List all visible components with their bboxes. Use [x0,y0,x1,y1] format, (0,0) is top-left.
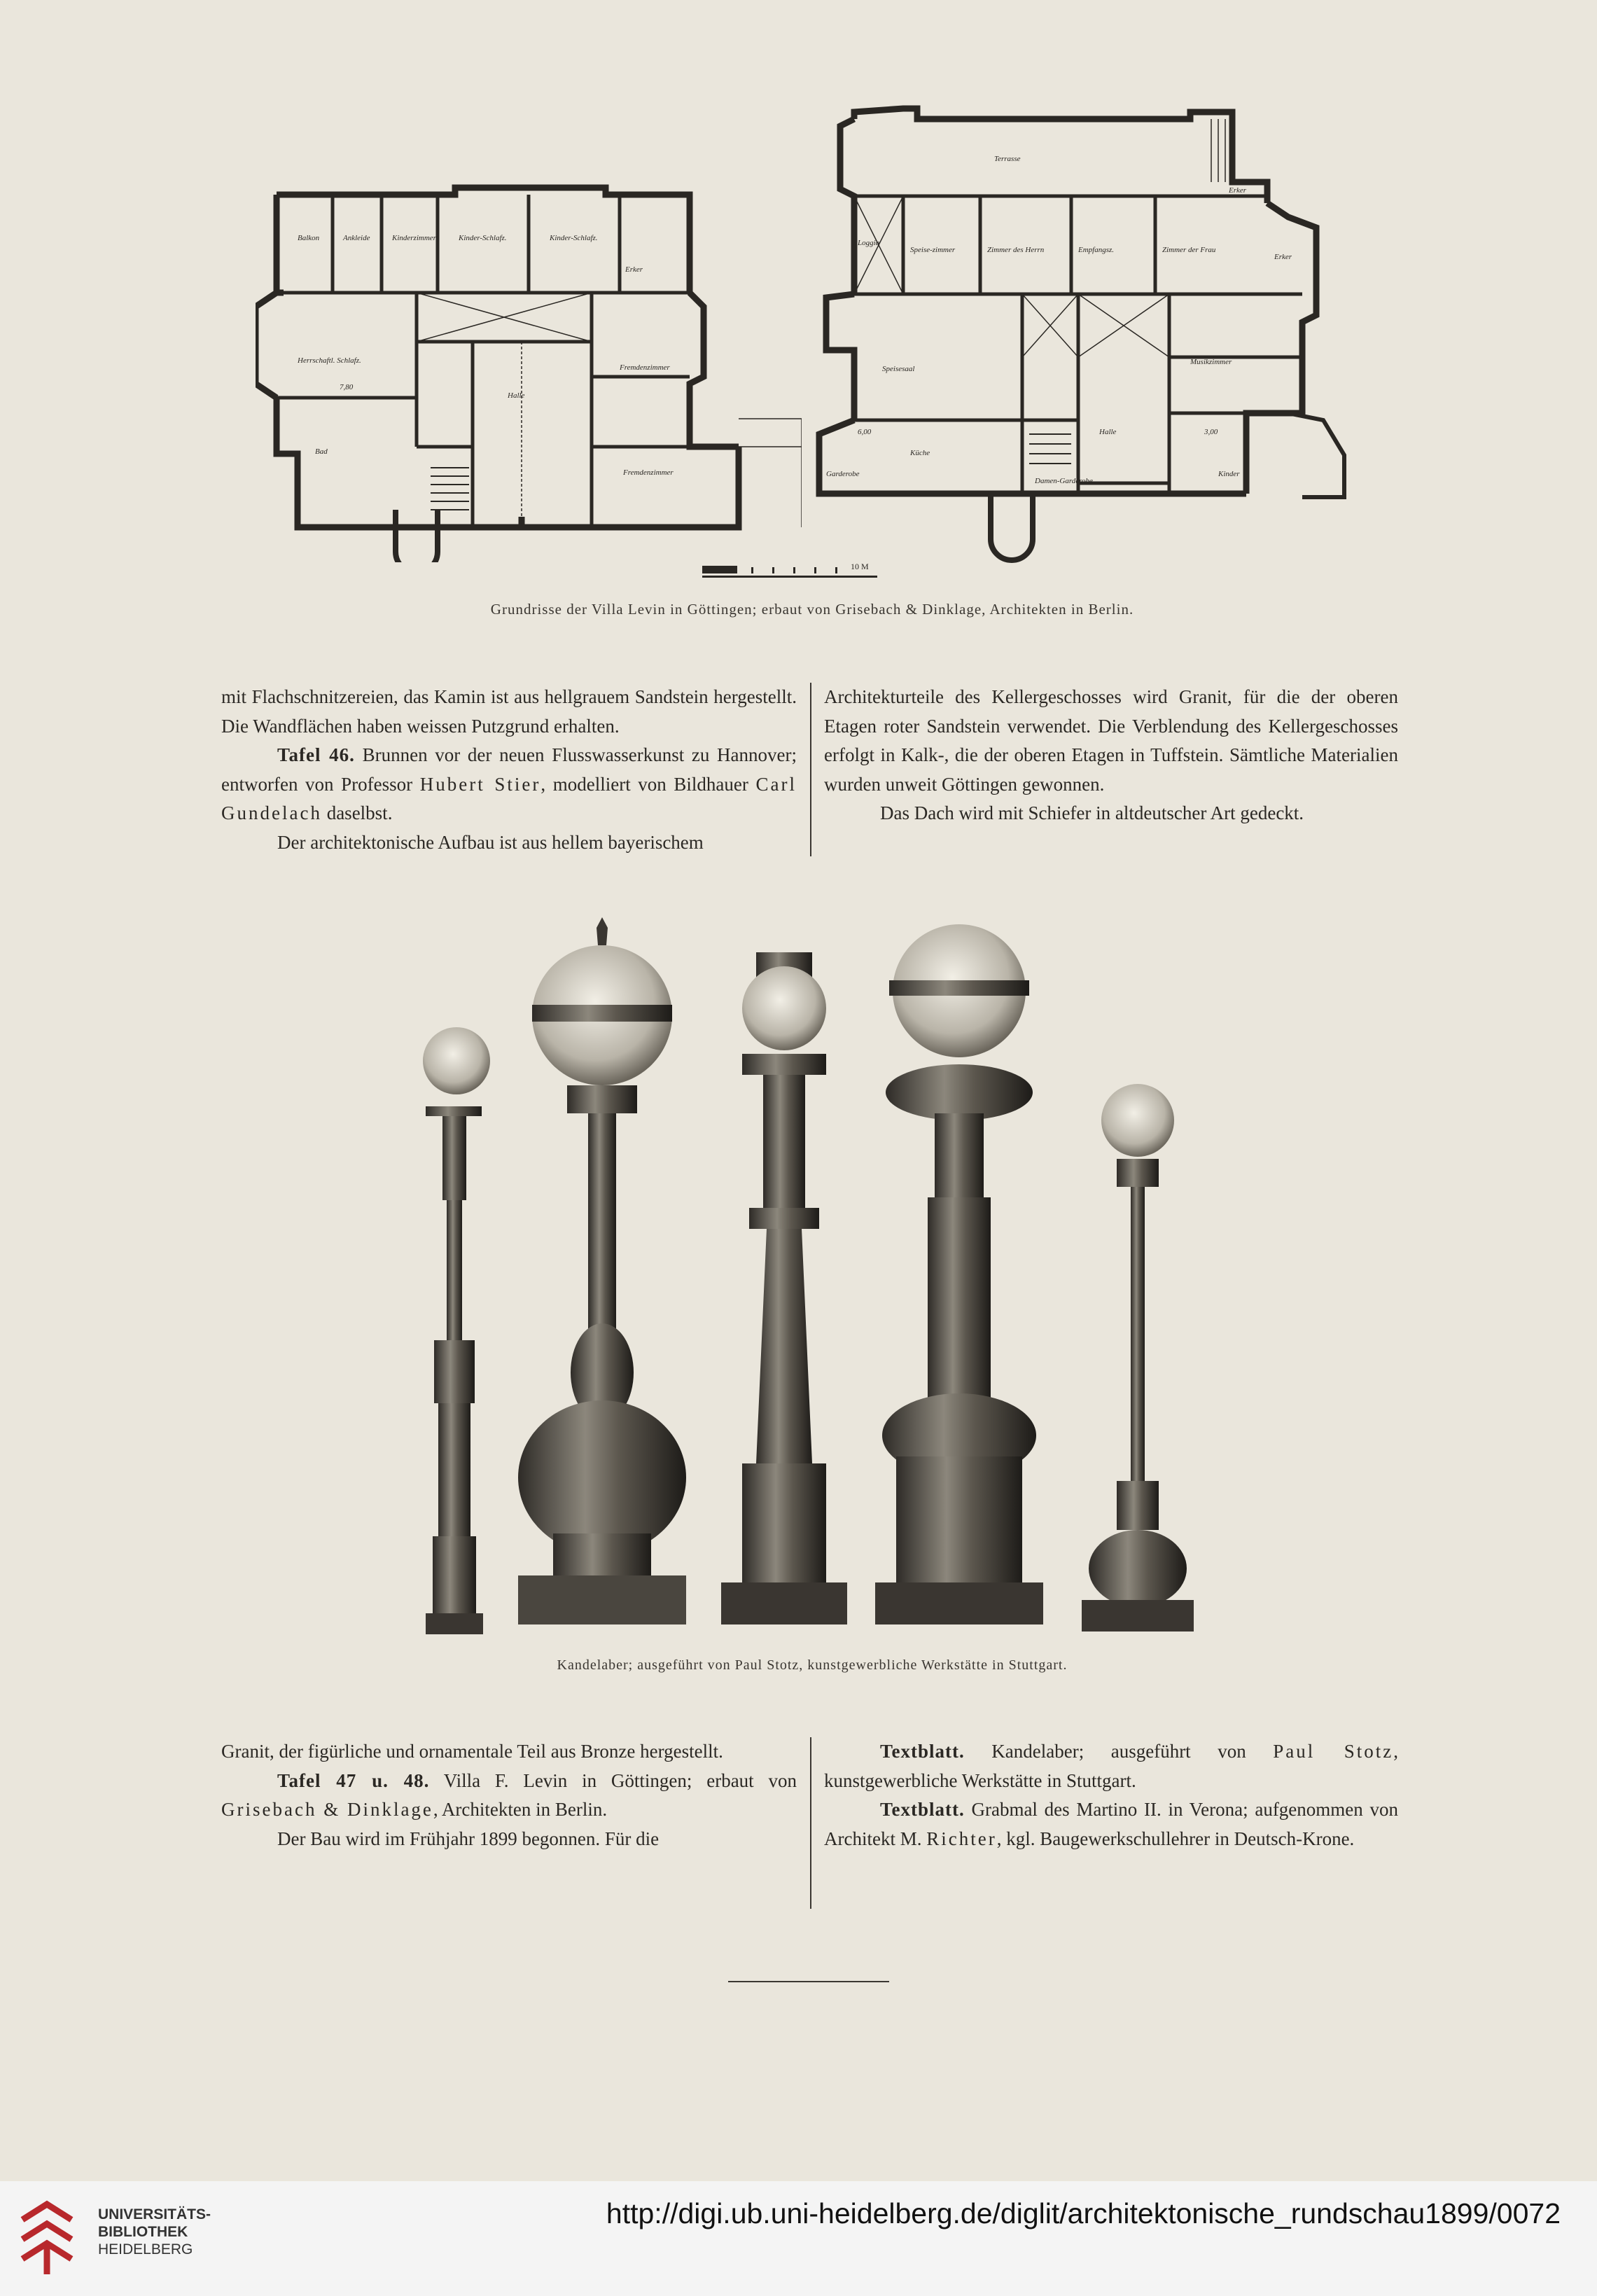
tafel-label: Tafel 46. [277,744,355,765]
plan-right-label: Damen-Garderobe [1035,477,1093,485]
plan-right-label: Musikzimmer [1190,358,1232,366]
column-divider [810,683,811,856]
plan-left-label: Kinder-Schlafz. [550,234,598,242]
scale-bar [702,562,877,578]
plan-left-label: Fremdenzimmer [623,468,674,477]
text: Villa F. Levin in Göttingen; erbaut von [429,1769,797,1791]
text: , modelliert von Bildhauer [541,773,748,795]
text: Grabmal des Martino II. in Verona; aufgenommen von Architekt M. [824,1799,1398,1849]
paragraph: Granit, der figürliche und ornamentale Teil aus Bronze hergestellt. [221,1741,723,1762]
candelabrum-1 [423,1027,490,1634]
plans-caption: Grundrisse der Villa Levin in Göttingen; erbaut von Grisebach & Dinklage, Architekten in Berlin. [490,601,1134,618]
text: daselbst. [321,802,393,823]
plan-left-label: Halle [508,391,525,400]
architect-name: Grisebach & Dinklage [221,1799,433,1820]
text: Kandelaber; ausgeführt von [964,1741,1274,1762]
library-name [98,2206,211,2258]
floor-plan-upper [256,174,802,562]
paragraph-textblatt-2 [824,1795,1398,1853]
plan-right-label: Loggia [858,239,880,247]
library-line: UNIVERSITÄTS- [98,2206,211,2222]
text-column-1 [221,683,797,857]
plan-right-label: Speise-zimmer [910,246,956,254]
plan-right-label: Garderobe [826,470,860,478]
paragraph-textblatt-1 [824,1737,1398,1795]
plan-right-label: Zimmer des Herrn [987,246,1045,254]
text: , Architekten in Berlin. [433,1799,608,1820]
paragraph: Architekturteile des Kellergeschosses wird Granit, für die der oberen Etagen roter Sandstein verwendet. Die Verblendung des Kellergeschosses erfolgt in Kalk-, die der oberen Etagen in Tuffstein. Sämtliche Materialien wurden unweit Göttingen gewonnen. [824,686,1398,795]
tafel-label: Tafel 47 u. 48. [277,1769,430,1791]
lamps-caption: Kandelaber; ausgeführt von Paul Stotz, kunstgewerbliche Werkstätte in Stuttgart. [557,1657,1068,1673]
candelabrum-3 [721,952,847,1624]
paragraph-tafel-46 [221,741,797,828]
candelabrum-4 [875,924,1043,1624]
plan-right-label: Empfangsz. [1078,246,1115,254]
scale-label: 10 M [851,562,869,571]
library-line: HEIDELBERG [98,2241,193,2257]
source-url-link[interactable]: http://digi.ub.uni-heidelberg.de/diglit/architektonische_rundschau1899/0072 [606,2197,1561,2229]
plan-left-label: Fremdenzimmer [620,363,670,372]
plan-right-label: Speisesaal [882,365,915,373]
paragraph: Der Bau wird im Frühjahr 1899 begonnen. Für die [277,1828,660,1849]
candelabrum-2 [518,917,686,1624]
plan-right-label: 3,00 [1204,428,1218,436]
plan-right-label: Erker [1274,253,1292,261]
textblatt-label: Textblatt. [880,1741,965,1762]
paragraph-tafel-47 [221,1767,797,1825]
paragraph: Das Dach wird mit Schiefer in altdeutscher Art gedeckt. [880,802,1304,823]
section-end-rule [728,1981,889,1982]
text: , kunstgewerbliche Werkstätte in Stuttgart. [824,1741,1398,1791]
paragraph: Der architektonische Aufbau ist aus hellem bayerischem [277,831,704,853]
plan-right-label: Zimmer der Frau [1162,246,1216,254]
text: Brunnen vor der neuen Flusswasserkunst zu Hannover; entworfen von Professor [221,744,797,795]
plan-right-label: Erker [1229,186,1247,195]
plan-left-label: Bad [315,447,328,456]
plan-left-label: Kinderzimmer [392,234,436,242]
plan-right-label: Halle [1099,428,1117,436]
plan-right-label: 6,00 [858,428,872,436]
column-divider [810,1737,811,1909]
plan-left-label: 7,80 [340,383,354,391]
textblatt-label: Textblatt. [880,1799,965,1820]
plan-left-label: Kinder-Schlafz. [459,234,507,242]
text-column-4 [824,1737,1398,1853]
plan-left-label: Herrschaftl. Schlafz. [298,356,361,365]
text-column-3 [221,1737,797,1853]
plan-left-label: Erker [625,265,643,274]
person-name: Paul Stotz [1273,1741,1394,1762]
person-name: Carl Gundelach [221,773,797,823]
text: , kgl. Baugewerkschullehrer in Deutsch-Krone. [996,1828,1355,1849]
paragraph: mit Flachschnitzereien, das Kamin ist aus hellgrauem Sandstein hergestellt. Die Wandflächen haben weissen Putzgrund erhalten. [221,686,797,737]
plan-right-label: Kinder [1218,470,1240,478]
plan-right-label: Terrasse [994,155,1021,163]
person-name: Hubert Stier [419,773,541,795]
candelabrum-5 [1082,1084,1194,1631]
plan-right-label: Küche [910,449,930,457]
plan-left-label: Ankleide [343,234,370,242]
person-name: Richter [926,1828,997,1849]
floor-plan-ground [812,105,1372,564]
library-logo-icon [15,2199,78,2279]
library-line: BIBLIOTHEK [98,2224,188,2240]
candelabra-photograph [413,917,1211,1638]
text-column-2 [824,683,1398,828]
plan-left-label: Balkon [298,234,320,242]
